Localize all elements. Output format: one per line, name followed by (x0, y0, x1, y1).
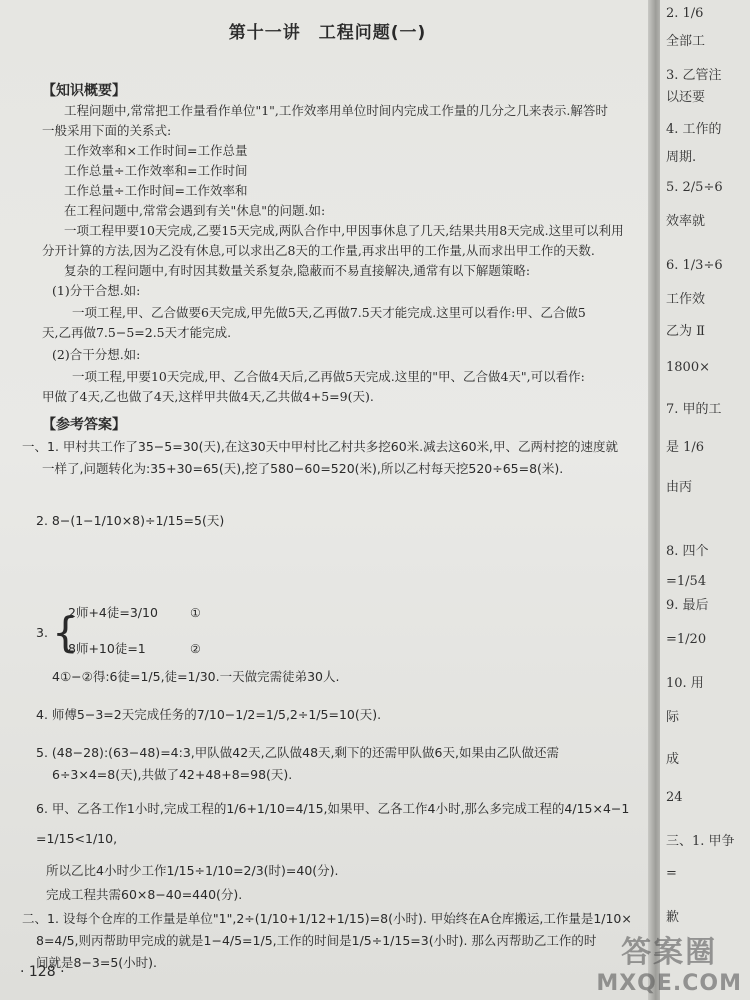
knowledge-line: 复杂的工程问题中,有时因其数量关系复杂,隐蔽而不易直接解决,通常有以下解题策略: (64, 263, 531, 278)
answer-line: 4①−②得:6徒=1/5,徒=1/30.一天做完需徒弟30人. (52, 669, 340, 684)
answer-line: =1/15<1/10, (36, 831, 118, 846)
right-page-fragment: 乙为 Ⅱ (666, 324, 705, 339)
right-page-fragment: 4. 工作的 (666, 122, 722, 137)
right-page-fragment: =1/54 (666, 574, 707, 589)
knowledge-line: (1)分干合想.如: (52, 283, 141, 298)
right-page-fragment: 际 (666, 710, 680, 725)
answer-line: 6. 甲、乙各工作1小时,完成工程的1/6+1/10=4/15,如果甲、乙各工作4小时,那么多完成工程的4/15×4−1 (36, 801, 630, 816)
right-page-fragment: 9. 最后 (666, 598, 709, 613)
equation-marker: ② (190, 642, 201, 656)
right-page-fragment: 效率就 (666, 214, 706, 229)
right-page-fragment: 以还要 (666, 90, 706, 105)
answer-line: 4. 师傅5−3=2天完成任务的7/10−1/2=1/5,2÷1/5=10(天). (36, 707, 382, 722)
answers-heading: 【参考答案】 (42, 417, 126, 433)
equation-line: 2师+4徒=3/10 (68, 605, 158, 620)
page-number: · 128 · (20, 964, 65, 980)
equation-brace: { (52, 608, 79, 657)
knowledge-line: 天,乙再做7.5−5=2.5天才能完成. (42, 325, 232, 340)
answer-line: 一样了,问题转化为:35+30=65(天),挖了580−60=520(米),所以乙村每天挖520÷65=8(米). (42, 461, 564, 476)
knowledge-line: 一项工程,甲、乙合做要6天完成,甲先做5天,乙再做7.5天才能完成.这里可以看作:甲、乙合做5 (72, 305, 586, 320)
right-page-fragment: 成 (666, 752, 680, 767)
right-page-fragment: 6. 1/3÷6 (666, 258, 723, 273)
watermark-url: MXQE.COM (596, 971, 742, 996)
answer-line: 间就是8−3=5(小时). (36, 955, 158, 970)
knowledge-line: 工作总量÷工作效率和=工作时间 (64, 163, 248, 178)
right-page-fragment: 24 (666, 790, 683, 805)
right-page-fragment: 全部工 (666, 34, 706, 49)
right-page-fragment: 工作效 (666, 292, 706, 307)
right-page-fragment: 三、1. 甲争 (666, 834, 735, 849)
answer-line: 8=4/5,则丙帮助甲完成的就是1−4/5=1/5,工作的时间是1/5÷1/15=3(小时). 那么丙帮助乙工作的时 (36, 933, 597, 948)
knowledge-line: (2)合干分想.如: (52, 347, 141, 362)
knowledge-line: 一般采用下面的关系式: (42, 123, 172, 138)
answer-line: 一、1. 甲村共工作了35−5=30(天),在这30天中甲村比乙村共多挖60米.减去这60米,甲、乙两村挖的速度就 (22, 439, 619, 454)
right-page-fragment: 歉 (666, 910, 680, 925)
knowledge-line: 分开计算的方法,因为乙没有休息,可以求出乙8天的工作量,再求出甲的工作量,从而求出甲工作的天数. (42, 243, 595, 258)
knowledge-line: 一项工程甲要10天完成,乙要15天完成,两队合作中,甲因事休息了几天,结果共用8天完成.这里可以利用 (64, 223, 624, 238)
right-page-fragment: 10. 用 (666, 676, 704, 691)
watermark-logo (596, 927, 742, 996)
knowledge-line: 一项工程,甲要10天完成,甲、乙合做4天后,乙再做5天完成.这里的"甲、乙合做4天",可以看作: (72, 369, 585, 384)
right-page-fragment: =1/20 (666, 632, 707, 647)
right-page-fragment: 是 1/6 (666, 440, 705, 455)
answer-line: 所以乙比4小时少工作1/15÷1/10=2/3(时)=40(分). (46, 863, 339, 878)
right-page-fragment: 3. 乙管注 (666, 68, 722, 83)
knowledge-line: 甲做了4天,乙也做了4天,这样甲共做4天,乙共做4+5=9(天). (42, 389, 374, 404)
knowledge-line: 在工程问题中,常常会遇到有关"休息"的问题.如: (64, 203, 326, 218)
right-page-fragment: 7. 甲的工 (666, 402, 722, 417)
answer-line: 二、1. 设每个仓库的工作量是单位"1",2÷(1/10+1/12+1/15)=8(小时). 甲始终在A仓库搬运,工作量是1/10× (22, 911, 632, 926)
right-page-fragment: = (666, 866, 677, 881)
answer-line: 完成工程共需60×8−40=440(分). (46, 887, 243, 902)
knowledge-line: 工程问题中,常常把工作量看作单位"1",工作效率用单位时间内完成工作量的几分之几来表示.解答时 (64, 103, 608, 118)
equation-line: 8师+10徒=1 (68, 641, 146, 656)
knowledge-line: 工作效率和×工作时间=工作总量 (64, 143, 248, 158)
knowledge-heading: 【知识概要】 (42, 83, 126, 99)
answer-line: 2. 8−(1−1/10×8)÷1/15=5(天) (36, 513, 225, 528)
watermark-logo-text: 答案圈 (621, 935, 718, 970)
right-page-fragment: 1800× (666, 360, 710, 375)
answer-line: 3. (36, 625, 48, 640)
right-page-fragment: 2. 1/6 (666, 6, 704, 21)
equation-marker: ① (190, 606, 201, 620)
right-page-fragment: 8. 四个 (666, 544, 709, 559)
page-title: 第十一讲 工程问题(一) (228, 23, 427, 43)
answer-line: 5. (48−28):(63−48)=4:3,甲队做42天,乙队做48天,剩下的还需甲队做6天,如果由乙队做还需 (36, 745, 559, 760)
right-page-fragment: 周期. (666, 150, 697, 165)
answer-line: 6÷3×4=8(天),共做了42+48+8=98(天). (52, 767, 293, 782)
right-page-edge (660, 0, 750, 1000)
knowledge-line: 工作总量÷工作时间=工作效率和 (64, 183, 248, 198)
right-page-fragment: 由丙 (666, 480, 693, 495)
right-page-fragment: 5. 2/5÷6 (666, 180, 723, 195)
